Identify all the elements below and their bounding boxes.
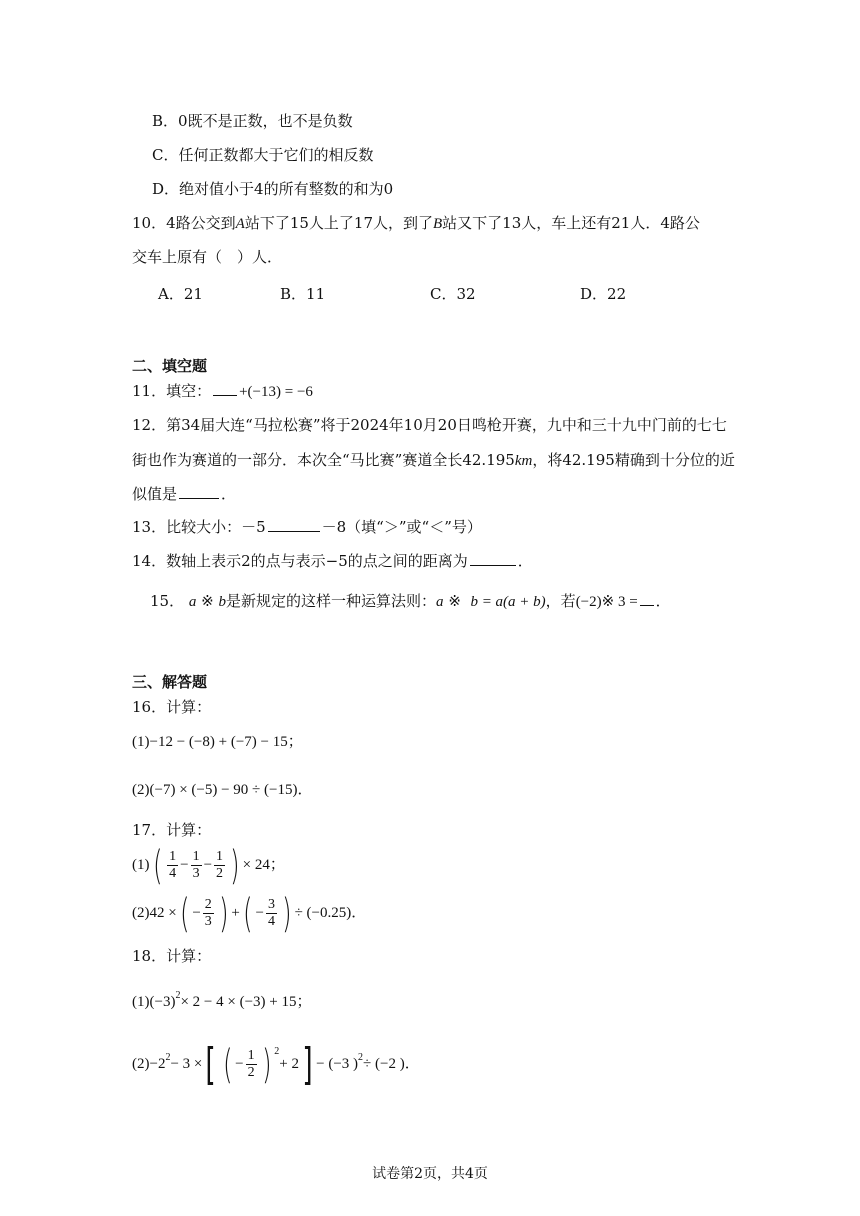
question-17-part1: (1)( $\frac{1}{4}$ − $\frac{1}{3}$ − $\frac{1}{2}$ ) × 24； bbox=[132, 842, 285, 889]
section-answer-heading: 三、解答题 bbox=[132, 673, 208, 691]
q15-var-a-2: a bbox=[436, 594, 444, 610]
q10-text-b: 站下了15人上了17人，到了 bbox=[244, 214, 433, 232]
q17-p2-c: ÷ (−0.25)． bbox=[294, 905, 367, 921]
q10-station-a: A bbox=[235, 216, 245, 232]
q15-expression: (−2)※ 3 = bbox=[575, 594, 638, 610]
q18-p2-exp-2: 2 bbox=[358, 1052, 364, 1063]
q18-p2-exp: 2 bbox=[165, 1052, 171, 1063]
paren-open-2: ( bbox=[242, 890, 253, 937]
q15-blank bbox=[640, 591, 654, 606]
q18-p1-a: (1)(−3) bbox=[132, 994, 176, 1010]
q10-option-b: B．11 bbox=[280, 285, 326, 303]
q17-p2-a: 42 × bbox=[149, 905, 177, 921]
paren-close-2: ) bbox=[282, 890, 292, 937]
q15-op-symbol: ※ bbox=[201, 592, 214, 610]
question-12-line2 bbox=[132, 449, 735, 472]
q12-blank bbox=[179, 484, 219, 499]
q14-blank bbox=[470, 551, 516, 566]
q12-unit-km: km bbox=[514, 453, 533, 469]
q15-var-b: b bbox=[218, 594, 227, 610]
q18-p2-exp-inner: 2 bbox=[274, 1046, 280, 1057]
q17-p2-b: + bbox=[231, 905, 240, 921]
q11-prefix: 11．填空： bbox=[132, 382, 212, 400]
fraction-1-2-b: $\frac{1}{2}$ bbox=[247, 1048, 255, 1081]
q18-p2-c: + 2 bbox=[279, 1056, 299, 1072]
paren-open: ( bbox=[179, 890, 190, 937]
q18-p2-b: − 3 × bbox=[170, 1056, 203, 1072]
q17-p2-label: (2) bbox=[132, 905, 150, 921]
question-12-line1: 12．第34届大连“马拉松赛”将于2024年10月20日鸣枪开赛，九中和三十九中门前的七七 bbox=[132, 416, 727, 434]
fraction-1-2: $\frac{1}{2}$ bbox=[216, 849, 224, 882]
q15-text-1: 是新规定的这样一种运算法则： bbox=[226, 592, 437, 610]
q11-expression: +(−13) = −6 bbox=[239, 384, 313, 400]
q10-option-d: D．22 bbox=[580, 285, 627, 303]
q17-p1-tail: × 24； bbox=[242, 857, 285, 873]
question-16-title: 16．计算： bbox=[132, 698, 212, 716]
q14-text-a: 14．数轴上表示2的点与表示−5的点之间的距离为 bbox=[132, 552, 468, 570]
option-c-prev: C．任何正数都大于它们的相反数 bbox=[152, 146, 374, 164]
fraction-3-4: $\frac{3}{4}$ bbox=[267, 897, 275, 930]
q11-blank bbox=[213, 381, 237, 396]
paren-close: ) bbox=[218, 890, 229, 937]
q12-text-b: ，将42.195精确到十分位的近 bbox=[532, 451, 735, 469]
q10-station-b: B bbox=[433, 216, 443, 232]
q18-p2-a: (2)−2 bbox=[132, 1056, 166, 1072]
question-10-line1 bbox=[132, 212, 700, 235]
option-b-prev: B．0既不是正数，也不是负数 bbox=[152, 112, 353, 130]
q15-rule: b = a(a + b) bbox=[470, 594, 546, 610]
question-12-line3 bbox=[132, 483, 236, 505]
q13-text-b: －8（填“＞”或“＜”号） bbox=[321, 518, 482, 536]
q10-option-c: C．32 bbox=[430, 285, 476, 303]
section-fill-blank-heading: 二、填空题 bbox=[132, 357, 208, 375]
q17-p1-open-paren: ( bbox=[152, 842, 162, 889]
question-16-part1: (1)−12 − (−8) + (−7) − 15； bbox=[132, 734, 303, 750]
q15-op-symbol-2: ※ bbox=[448, 592, 461, 610]
q18-p2-e: ÷ (−2 )． bbox=[363, 1056, 420, 1072]
q12-text-a: 街也作为赛道的一部分．本次全“马比赛”赛道全长42.195 bbox=[132, 451, 515, 469]
q17-p1-label: (1) bbox=[132, 857, 150, 873]
question-17-part2: (2)42 ×( − $\frac{2}{3}$ ) +( − $\frac{3}{4}$ ) ÷ (−0.25)． bbox=[132, 890, 367, 937]
bracket-close: ] bbox=[302, 1038, 313, 1090]
question-15 bbox=[150, 590, 671, 613]
q12-text-c: 似值是 bbox=[132, 485, 178, 503]
question-10-line2: 交车上原有（ ）人． bbox=[132, 248, 283, 266]
question-11 bbox=[132, 380, 313, 403]
q18-p2-d: − (−3 ) bbox=[316, 1056, 359, 1072]
q10-text-c: 站又下了13人，车上还有21人．4路公 bbox=[442, 214, 700, 232]
q10-option-a: A．21 bbox=[158, 285, 203, 303]
q10-text-a: 10．4路公交到 bbox=[132, 214, 236, 232]
q14-text-b: ． bbox=[517, 552, 533, 570]
q12-text-d: ． bbox=[221, 485, 237, 503]
option-d-prev: D．绝对值小于4的所有整数的和为0 bbox=[152, 180, 394, 198]
q17-p1-close-paren: ) bbox=[230, 842, 240, 889]
paren-close-3: ) bbox=[261, 1041, 272, 1088]
q15-text-2: ，若 bbox=[545, 592, 576, 610]
question-16-part2: (2)(−7) × (−5) − 90 ÷ (−15)． bbox=[132, 782, 313, 798]
fraction-1-3: $\frac{1}{3}$ bbox=[192, 849, 200, 882]
question-14 bbox=[132, 550, 533, 572]
q15-number: 15． bbox=[150, 592, 185, 610]
bracket-open: [ bbox=[205, 1038, 217, 1090]
paren-open-3: ( bbox=[222, 1041, 233, 1088]
fraction-1-4: $\frac{1}{4}$ bbox=[169, 849, 177, 882]
question-18-part1 bbox=[132, 985, 312, 1013]
q13-blank bbox=[268, 517, 320, 532]
q18-p1-b: × 2 − 4 × (−3) + 15； bbox=[180, 994, 312, 1010]
q13-text-a: 13．比较大小：－5 bbox=[132, 518, 266, 536]
question-13 bbox=[132, 516, 482, 538]
page-footer: 试卷第2页，共4页 bbox=[372, 1166, 488, 1182]
question-18-part2: $(2)-2^2- 3$ ×[ ( − $\frac{1}{2}$ ) $^2$+ 2] − (−3 )$^2$÷ (−2 )． bbox=[132, 1038, 420, 1090]
q15-end: ． bbox=[655, 592, 671, 610]
question-18-title: 18．计算： bbox=[132, 947, 212, 965]
fraction-2-3: $\frac{2}{3}$ bbox=[204, 897, 212, 930]
question-17-title: 17．计算： bbox=[132, 821, 212, 839]
q18-p1-exp: 2 bbox=[175, 990, 181, 1001]
q15-var-a: a bbox=[188, 594, 197, 610]
